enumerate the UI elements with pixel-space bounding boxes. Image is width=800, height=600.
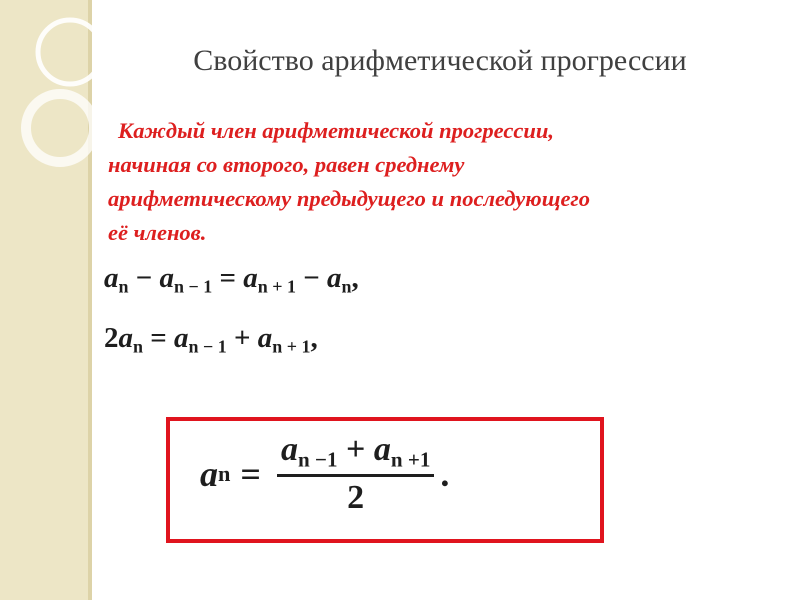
formula-fraction (277, 431, 434, 517)
fraction-denominator: 2 (347, 479, 365, 517)
statement-line-3: арифметическому предыдущего и последующего (108, 186, 590, 211)
fraction-numerator: $a_{n -1} + a_{n +1}$ (280, 431, 431, 472)
statement-line-1: Каждый член арифметической прогрессии, (118, 118, 554, 143)
slide-title: Свойство арифметической прогрессии (193, 44, 687, 77)
decorative-rings (0, 0, 120, 180)
difference-formula: $a_n - a_{n - 1} = a_{n + 1} - a_n$, (104, 262, 359, 297)
sum-formula: $2a_n = a_{n - 1} + a_{n + 1}$, (104, 322, 318, 357)
highlighted-formula-box (166, 417, 604, 543)
statement-line-2: начиная со второго, равен среднему (108, 152, 465, 177)
mean-formula: a n = $\frac{a_{n -1} + a_{n +1}}{2}$ . (200, 431, 450, 517)
property-statement (108, 114, 788, 250)
statement-line-4: её членов. (108, 220, 207, 245)
